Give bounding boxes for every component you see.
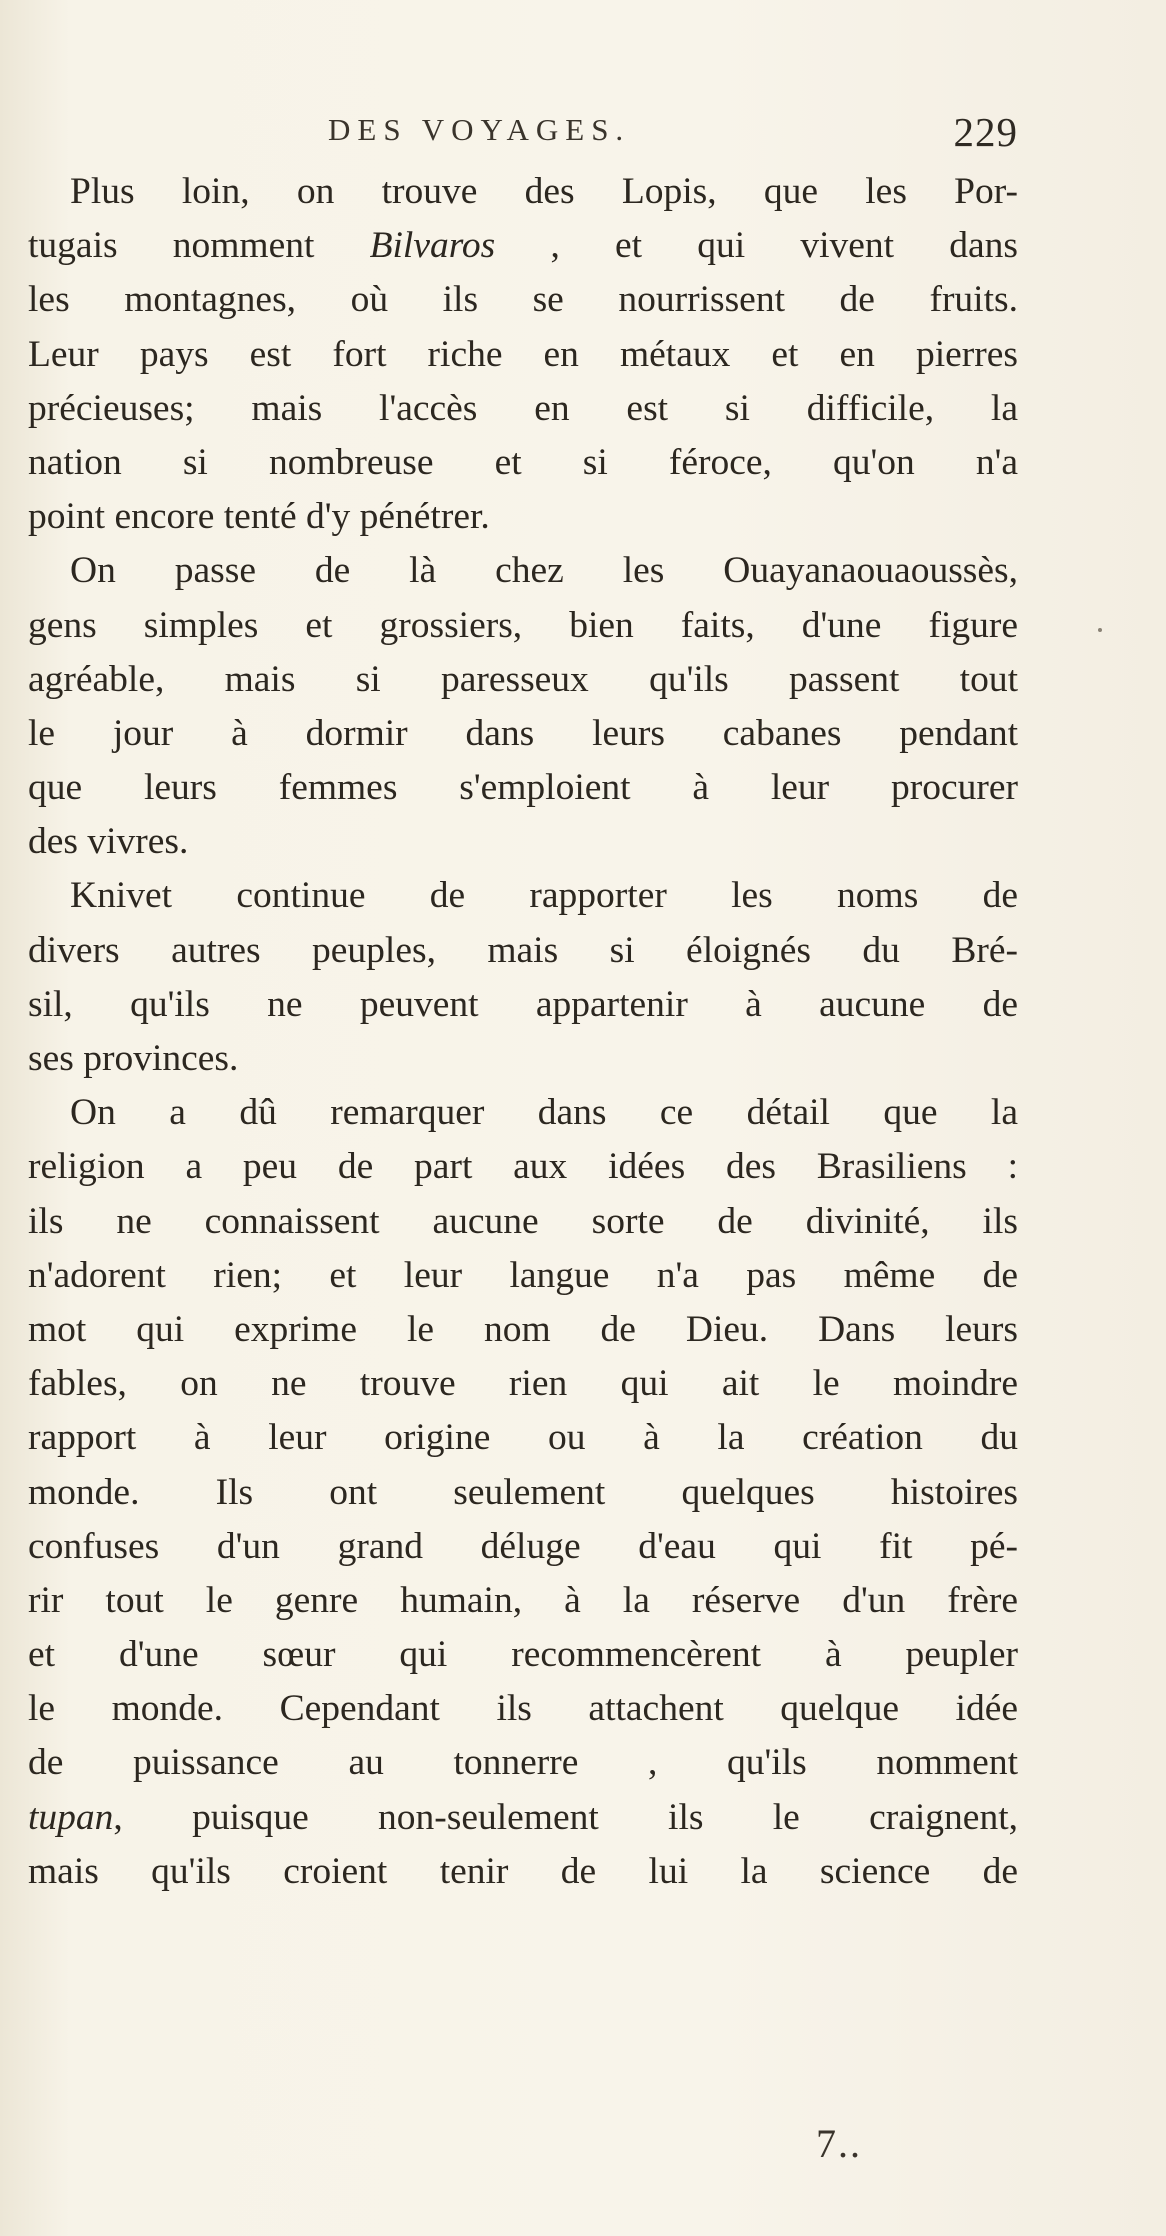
text-line: religion a peu de part aux idées des Brasiliens : [28, 1146, 1018, 1188]
text-line: divers autres peuples, mais si éloignés du Bré- [28, 929, 1018, 971]
body-text [28, 165, 1018, 1899]
text-line: rapport à leur origine ou à la création du [28, 1417, 1018, 1459]
text-line: des vivres. [28, 821, 189, 863]
text-line: tupan, puisque non-seulement ils le craignent, [28, 1796, 1018, 1838]
text-line: nation si nombreuse et si féroce, qu'on n'a [28, 441, 1018, 483]
text-line: et d'une sœur qui recommencèrent à peupler [28, 1634, 1018, 1676]
text-line: agréable, mais si paresseux qu'ils passent tout [28, 658, 1018, 700]
text-line: Knivet continue de rapporter les noms de [70, 875, 1018, 917]
text-line: Plus loin, on trouve des Lopis, que les Por- [70, 171, 1018, 212]
text-line: monde. Ils ont seulement quelques histoires [28, 1471, 1018, 1513]
text-line: le jour à dormir dans leurs cabanes pendant [28, 712, 1018, 754]
text-line: que leurs femmes s'emploient à leur procurer [28, 767, 1018, 809]
text-line: sil, qu'ils ne peuvent appartenir à aucune de [28, 983, 1018, 1025]
ink-speck [1098, 628, 1102, 632]
text-line: précieuses; mais l'accès en est si difficile, la [28, 387, 1018, 429]
text-line: ils ne connaissent aucune sorte de divinité, ils [28, 1200, 1018, 1242]
text-line: On a dû remarquer dans ce détail que la [70, 1092, 1018, 1134]
text-line: point encore tenté d'y pénétrer. [28, 496, 490, 538]
running-title: DES VOYAGES. [328, 112, 631, 147]
text-line: fables, on ne trouve rien qui ait le moindre [28, 1363, 1018, 1405]
text-line: On passe de là chez les Ouayanaouaoussès, [70, 550, 1018, 592]
text-line: mot qui exprime le nom de Dieu. Dans leurs [28, 1308, 1018, 1350]
page-number: 229 [953, 109, 1018, 155]
text-line: de puissance au tonnerre , qu'ils nomment [28, 1742, 1018, 1784]
signature-mark: 7.. [816, 2121, 862, 2166]
text-line: Leur pays est fort riche en métaux et en pierres [28, 333, 1018, 375]
text-line: tugais nomment Bilvaros , et qui vivent dans [28, 225, 1019, 267]
text-line: confuses d'un grand déluge d'eau qui fit pé- [28, 1525, 1018, 1567]
page-header [28, 108, 1018, 158]
text-line: les montagnes, où ils se nourrissent de fruits. [28, 279, 1018, 321]
text-line: n'adorent rien; et leur langue n'a pas même de [28, 1254, 1018, 1296]
text-line: gens simples et grossiers, bien faits, d'une figure [28, 604, 1018, 646]
text-line: mais qu'ils croient tenir de lui la science de [28, 1850, 1018, 1892]
text-line: le monde. Cependant ils attachent quelque idée [28, 1688, 1018, 1730]
text-line: rir tout le genre humain, à la réserve d'un frère [28, 1579, 1018, 1621]
text-line: ses provinces. [28, 1038, 239, 1079]
